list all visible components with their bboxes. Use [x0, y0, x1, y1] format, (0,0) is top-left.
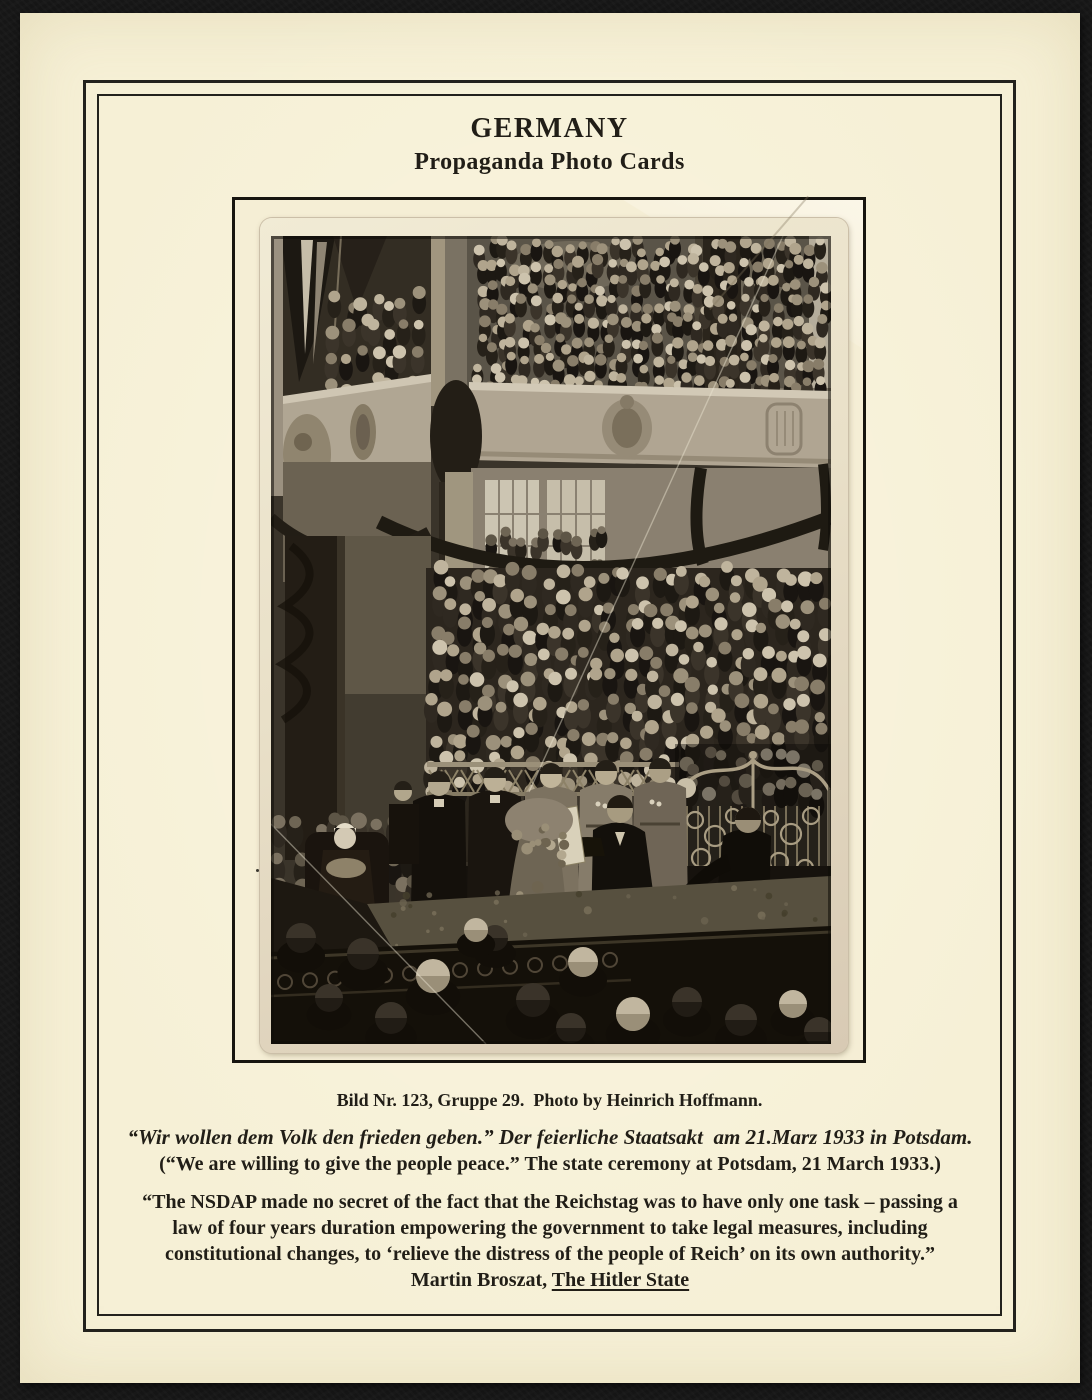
- dust-speck: [256, 869, 259, 872]
- attribution-work-title: The Hitler State: [551, 1269, 690, 1291]
- quote-line: “The NSDAP made no secret of the fact that the Reichstag was to have only one task – passing a: [142, 1191, 958, 1213]
- album-page: [20, 13, 1080, 1383]
- quote-line: law of four years duration empowering the government to take legal measures, including: [172, 1217, 928, 1239]
- photo-caption: Bild Nr. 123, Gruppe 29. Photo by Heinrich Hoffmann.: [336, 1090, 763, 1110]
- inscription-german: “Wir wollen dem Volk den frieden geben.” Der feierliche Staatsakt am 21.Marz 1933 in Potsdam.: [127, 1125, 973, 1149]
- attribution-author: Martin Broszat,: [410, 1269, 552, 1291]
- quote-block: [50, 1189, 1050, 1294]
- propaganda-photo: [271, 236, 831, 1044]
- page-title: GERMANY: [470, 113, 629, 144]
- left-column: [285, 536, 345, 860]
- quote-attribution: [50, 1267, 1050, 1294]
- photo-frame: [232, 197, 866, 1063]
- quote-line: constitutional changes, to ‘relieve the distress of the people of Reich’ on its own authority.”: [165, 1243, 935, 1265]
- inscription-english: (“We are willing to give the people peace.” The state ceremony at Potsdam, 21 March 1933.): [159, 1153, 941, 1175]
- seated-lady: [334, 827, 356, 849]
- photo-card: [260, 218, 848, 1053]
- page-subtitle: Propaganda Photo Cards: [414, 149, 685, 175]
